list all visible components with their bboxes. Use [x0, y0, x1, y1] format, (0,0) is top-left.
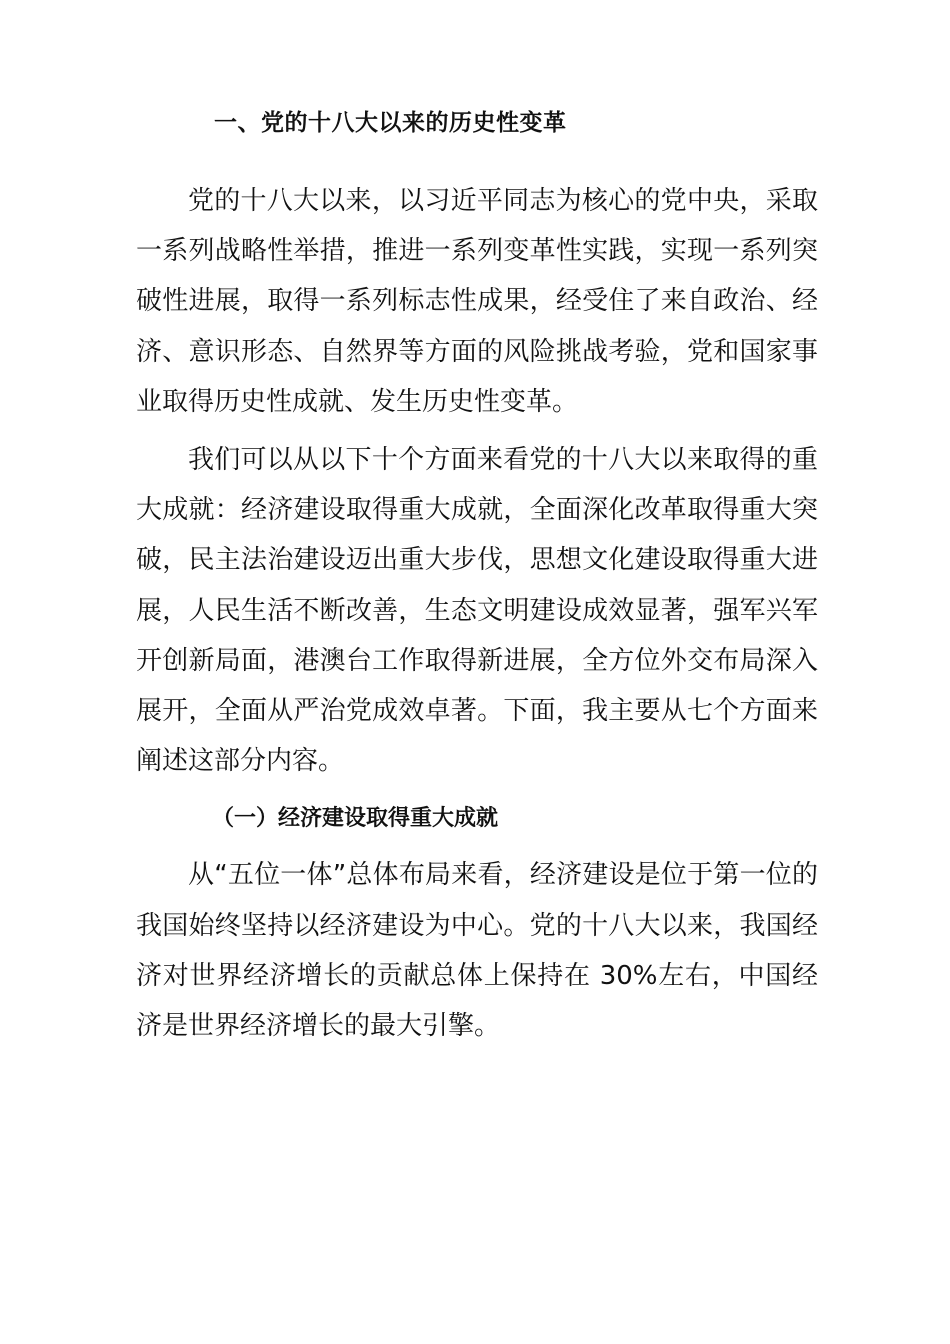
- subsection-heading: （一）经济建设取得重大成就: [212, 806, 499, 832]
- section-heading: 一、党的十八大以来的历史性变革: [214, 110, 567, 136]
- paragraph-economy: 从“五位一体”总体布局来看，经济建设是位于第一位的我国始终坚持以经济建设为中心。党的十八大以来，我国经济对世界经济增长的贡献总体上保持在 30%左右，中国经济是世界经济增长的最大引擎。: [136, 860, 818, 1042]
- paragraph-intro: 党的十八大以来，以习近平同志为核心的党中央，采取一系列战略性举措，推进一系列变革性实践，实现一系列突破性进展，取得一系列标志性成果，经受住了来自政治、经济、意识形态、自然界等方面的风险挑战考验，党和国家事业取得历史性成就、发生历史性变革。: [136, 186, 818, 417]
- paragraph-achievements: 我们可以从以下十个方面来看党的十八大以来取得的重大成就：经济建设取得重大成就，全面深化改革取得重大突破，民主法治建设迈出重大步伐，思想文化建设取得重大进展，人民生活不断改善，生态文明建设成效显著，强军兴军开创新局面，港澳台工作取得新进展，全方位外交布局深入展开，全面从严治党成效卓著。下面，我主要从七个方面来阐述这部分内容。: [136, 445, 818, 777]
- document-page: [136, 98, 818, 1051]
